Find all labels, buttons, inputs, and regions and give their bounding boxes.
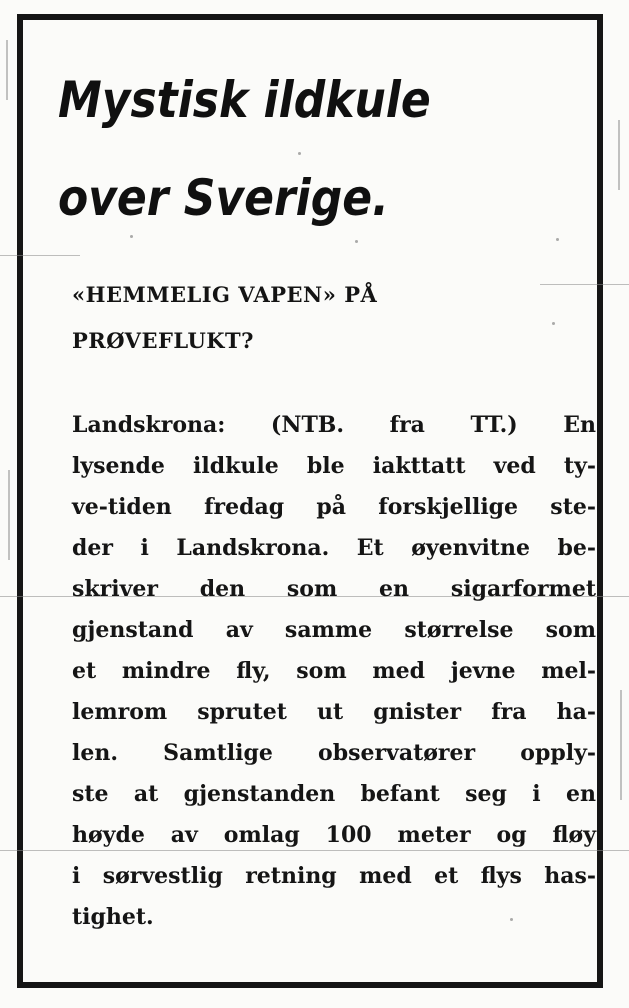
body-line: gjenstand av samme størrelse som [72,617,596,643]
headline-line-2: over Sverige. [58,169,389,227]
fold-line [0,255,80,256]
speck [355,240,358,243]
body-line: len. Samtlige observatører opply- [72,740,596,766]
body-line: skriver den som en sigarformet [72,576,596,602]
speck [552,322,555,325]
edge-mark [620,690,622,800]
body-line: et mindre fly, som med jevne mel- [72,658,596,684]
body-line: høyde av omlag 100 meter og fløy [72,822,596,848]
subheadline-line-1: «HEMMELIG VAPEN» PÅ [72,282,378,307]
body-line: lysende ildkule ble iakttatt ved ty- [72,453,596,479]
body-line: ve-tiden fredag på forskjellige ste- [72,494,596,520]
speck [298,152,301,155]
edge-mark [618,120,620,190]
speck [556,238,559,241]
edge-mark [8,470,10,560]
body-line: der i Landskrona. Et øyenvitne be- [72,535,596,561]
fold-line [0,850,629,851]
body-line: Landskrona: (NTB. fra TT.) En [72,412,596,438]
headline-line-1: Mystisk ildkule [58,71,431,129]
body-line: lemrom sprutet ut gnister fra ha- [72,699,596,725]
subheadline-line-2: PRØVEFLUKT? [72,328,254,353]
body-line: i sørvestlig retning med et flys has- [72,863,596,889]
body-line: tighet. [72,904,154,930]
edge-mark [6,40,8,100]
speck [130,235,133,238]
body-line: ste at gjenstanden befant seg i en [72,781,596,807]
